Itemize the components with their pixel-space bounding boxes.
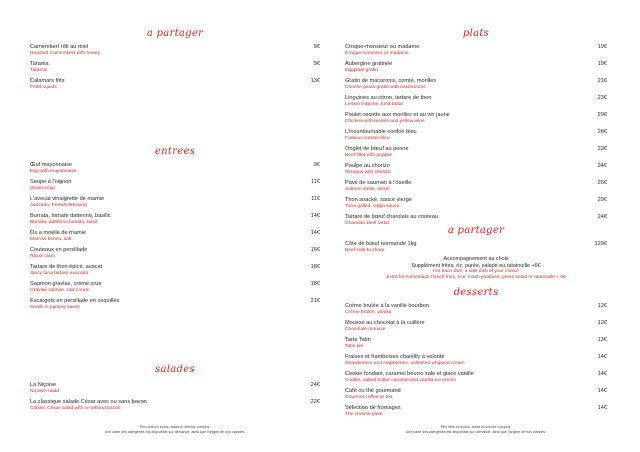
item-name: Tarama: [30, 61, 49, 67]
item-price: 120€: [594, 241, 607, 247]
accompaniment-line: Extra for homemade french fries, rice, mash potatoes, green salad or ratatouille + 6€: [386, 275, 566, 280]
item-translation: Famous cordon bleu: [345, 136, 390, 141]
item-price: 12€: [597, 320, 607, 326]
item-price: 19€: [597, 61, 607, 67]
item-price: 11€: [311, 179, 320, 185]
item-price: 18€: [310, 264, 320, 270]
item-price: 26€: [597, 129, 607, 135]
item-price: 21€: [310, 298, 320, 304]
item-translation: Croque monsieur or madame: [345, 51, 409, 56]
accompaniment-line: Accompagnement au choix: [443, 256, 509, 262]
menu-item: [30, 230, 320, 243]
a-partager-list: [30, 44, 320, 95]
desserts-list: [345, 303, 607, 422]
item-price: 23€: [597, 95, 607, 101]
item-name: Couteaux en persillade: [30, 247, 88, 253]
accompaniment-line: Supplément frites, riz, purée, salade ou ratatouille +6€: [411, 262, 541, 269]
menu-item: [345, 44, 607, 57]
item-translation: Burrata, datterino tomato, basil: [30, 220, 97, 225]
menu-item: [345, 241, 607, 254]
item-name: La classique salade César avec ou sans bacon: [30, 399, 147, 405]
menu-item: [345, 405, 607, 418]
menu-item: [345, 320, 607, 333]
item-price: 18€: [310, 281, 320, 287]
section-title-plats: plats: [462, 28, 490, 39]
item-translation: Strawberries and raspberries, unlimited whipped cream: [345, 361, 465, 366]
item-name: Escargots en persillade en coquilles: [30, 298, 120, 304]
menu-item: [30, 179, 320, 192]
item-translation: Beef fillet with pepper: [345, 153, 392, 158]
item-translation: Cookie, salted butter caramel and vanilla ice cream: [345, 378, 456, 383]
item-name: Tartare de bœuf charolais au couteau: [345, 214, 438, 220]
menu-item: [30, 162, 320, 175]
item-price: 22€: [597, 146, 607, 152]
item-name: Sélection de fromages: [345, 405, 401, 411]
item-name: Calamars frits: [30, 78, 65, 84]
item-name: Soupe à l'oignon: [30, 179, 72, 185]
menu-item: [345, 371, 607, 384]
item-name: Cookie fondant, caramel beurre salé et glace vanille: [345, 371, 474, 377]
item-price: 24€: [597, 163, 607, 169]
item-price: 14€: [597, 371, 607, 377]
footer-line: Une carte des allergènes est disponible sur demande, ainsi que l'origine de nos viandes.: [405, 430, 547, 434]
menu-item: [345, 163, 607, 176]
item-name: Tartare de thon épicé, avocat: [30, 264, 103, 270]
menu-item: [30, 61, 320, 74]
salades-list: [30, 382, 320, 416]
footer-line: Prix nets en euros, taxes et service compris.: [440, 425, 512, 429]
item-translation: Tarama: [30, 68, 47, 73]
item-price: 26€: [597, 180, 607, 186]
item-translation: Chicken with morels and yellow wine: [345, 119, 425, 124]
item-price: 9€: [313, 162, 320, 168]
menu-item: [30, 281, 320, 294]
footer-line: Prix nets en euros, taxes et service compris.: [139, 425, 211, 429]
item-name: Camembert rôti au miel: [30, 44, 89, 50]
item-translation: Chocolate mousse: [345, 327, 386, 332]
item-price: 14€: [310, 213, 320, 219]
item-price: 13€: [597, 337, 607, 343]
item-name: Œuf mayonnaise: [30, 162, 72, 168]
menu-item: [345, 61, 607, 74]
item-translation: Gravlax salmon, raw cream: [30, 288, 90, 293]
item-translation: Niçoise salad: [30, 389, 60, 394]
item-name: Fraises et framboises chantilly à volonté: [345, 354, 445, 360]
item-name: Pavé de saumon à l'oseille: [345, 180, 412, 186]
item-price: 14€: [597, 354, 607, 360]
item-name: Aubergine gratinée: [345, 61, 393, 67]
item-translation: Cheese pasta gratin with mushrooms: [345, 85, 426, 90]
item-translation: Roasted Camembert with honey: [30, 51, 100, 56]
item-name: Burrata, tomate datterino, basilic: [30, 213, 111, 219]
section-title-a-partager: a partager: [146, 28, 204, 39]
footer-note: [345, 425, 607, 435]
item-name: Thon snacké, sauce vierge: [345, 197, 412, 203]
item-translation: Marrow bones, salt: [30, 237, 72, 242]
menu-item: [30, 399, 320, 412]
item-translation: Charolais beef tartar: [345, 221, 390, 226]
section-title-a-partager-right: a partager: [447, 225, 505, 236]
menu-item: [30, 298, 320, 311]
item-translation: Egg with mayonnaise: [30, 169, 77, 174]
item-name: L'avocat vinaigrette de mamie: [30, 196, 105, 202]
menu-item: [345, 303, 607, 316]
menu-item: [30, 196, 320, 209]
item-translation: Beef side to share: [345, 248, 385, 253]
item-translation: Razor clam: [30, 254, 55, 259]
item-translation: Salmon steak, sorrel: [345, 187, 390, 192]
item-name: Os a moelle de mamie: [30, 230, 86, 236]
item-translation: Lemon linguine, tuna tartar: [345, 102, 404, 107]
menu-item: [345, 180, 607, 193]
menu-item: [345, 388, 607, 401]
item-translation: Fried squids: [30, 85, 57, 90]
menu-item: [345, 197, 607, 210]
menu-item: [345, 337, 607, 350]
item-translation: Classic César salad with or without bacon: [30, 406, 121, 411]
item-price: 21€: [597, 78, 607, 84]
item-name: Crème brulée à la vanille bourbon: [345, 303, 429, 309]
item-name: Côte de bœuf normande 1kg: [345, 241, 417, 247]
item-name: Café ou thé gourmand: [345, 388, 401, 394]
item-name: Croque-monsieur ou madame: [345, 44, 420, 50]
item-translation: Eggplant gratin: [345, 68, 378, 73]
accompaniment-note: [345, 256, 607, 281]
section-title-desserts: desserts: [453, 287, 499, 298]
item-price: 22€: [310, 399, 320, 405]
footer-line: Une carte des allergènes est disponible sur demande, ainsi que l'origine de nos viandes.: [104, 430, 246, 434]
item-price: 29€: [597, 112, 607, 118]
menu-item: [30, 382, 320, 395]
item-translation: Crème brulée, vanilla: [345, 310, 392, 315]
item-translation: Spicy tuna tartare avocado: [30, 271, 89, 276]
item-price: 29€: [597, 197, 607, 203]
section-title-salades: salades: [155, 364, 195, 375]
item-price: 11€: [311, 196, 320, 202]
item-translation: Tuna grilled, virgin sauce: [345, 204, 400, 209]
menu-item: [345, 129, 607, 142]
menu-item: [345, 78, 607, 91]
item-price: 14€: [597, 388, 607, 394]
plats-list: [345, 44, 607, 231]
menu-item: [30, 247, 320, 260]
item-translation: Gourmet coffee or tea: [345, 395, 393, 400]
item-price: 19€: [597, 44, 607, 50]
item-name: Linguines au citron, tartare de thon: [345, 95, 432, 101]
item-price: 9€: [313, 44, 320, 50]
entrees-list: [30, 162, 320, 315]
item-name: Mousse au chocolat à la cuillère: [345, 320, 425, 326]
item-price: 13€: [310, 78, 320, 84]
menu-item: [30, 44, 320, 57]
item-price: 14€: [310, 230, 320, 236]
item-price: 14€: [597, 405, 607, 411]
item-translation: Snails in parsley sauce: [30, 305, 81, 310]
item-price: 24€: [310, 382, 320, 388]
menu-item: [30, 264, 320, 277]
menu-item: [345, 354, 607, 367]
item-translation: Tatin pie: [345, 344, 364, 349]
item-name: L'incontournable cordon bleu: [345, 129, 417, 135]
item-name: Gratin de macaronis, comté, morilles: [345, 78, 437, 84]
item-name: Saumon gravlax, crème crue: [30, 281, 102, 287]
accompaniment-line: For each dish, a side dish of your choice: [433, 269, 519, 274]
item-price: 9€: [313, 61, 320, 67]
menu-item: [345, 146, 607, 159]
item-price: 16€: [310, 247, 320, 253]
item-translation: The cheese plate: [345, 412, 383, 417]
item-name: Poulpe au chorizo: [345, 163, 390, 169]
item-translation: Onion soup: [30, 186, 56, 191]
footer-note: [30, 425, 320, 435]
item-name: Onglet de bœuf au poivre: [345, 146, 409, 152]
item-name: La Niçoise: [30, 382, 57, 388]
item-price: 24€: [597, 214, 607, 220]
section-title-entrees: entrees: [154, 146, 196, 157]
item-translation: Avocado, French dressing: [30, 203, 87, 208]
menu-item: [30, 78, 320, 91]
item-price: 12€: [597, 303, 607, 309]
menu-item: [30, 213, 320, 226]
item-name: Poulet cocotte aux morilles et au vin jaune: [345, 112, 450, 118]
menu-item: [345, 112, 607, 125]
menu-item: [345, 95, 607, 108]
item-translation: Octopus with chorizo: [345, 170, 391, 175]
item-name: Tarte Tatin: [345, 337, 371, 343]
